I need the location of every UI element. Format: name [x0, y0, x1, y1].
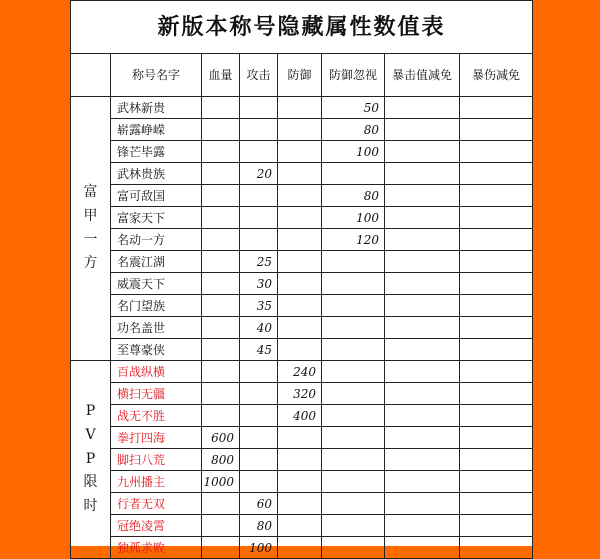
- value-cell: [460, 251, 533, 273]
- value-cell: 100: [322, 207, 385, 229]
- value-cell: 240: [278, 361, 322, 383]
- value-cell: [202, 163, 240, 185]
- table-row: [71, 383, 533, 405]
- value-cell: [202, 251, 240, 273]
- value-cell: [278, 339, 322, 361]
- value-cell: [385, 185, 460, 207]
- value-cell: [278, 427, 322, 449]
- group-label-char: 方: [83, 255, 98, 272]
- table-row: [71, 317, 533, 339]
- header-attack: 攻击: [240, 54, 278, 97]
- value-cell: [460, 317, 533, 339]
- value-cell: [322, 339, 385, 361]
- value-cell: 80: [322, 119, 385, 141]
- value-cell: [322, 163, 385, 185]
- value-cell: [385, 449, 460, 471]
- value-cell: [278, 317, 322, 339]
- value-cell: [202, 317, 240, 339]
- value-cell: [385, 97, 460, 119]
- value-cell: [202, 207, 240, 229]
- value-cell: [202, 141, 240, 163]
- value-cell: 100: [240, 537, 278, 559]
- table-row: [71, 361, 533, 383]
- value-cell: [385, 339, 460, 361]
- group-label-char: 限: [83, 474, 98, 491]
- table-row: [71, 405, 533, 427]
- value-cell: [460, 273, 533, 295]
- value-cell: [278, 295, 322, 317]
- table-row: [71, 273, 533, 295]
- value-cell: [278, 185, 322, 207]
- value-cell: [240, 405, 278, 427]
- group-label-char: P: [85, 450, 96, 467]
- value-cell: [202, 405, 240, 427]
- value-cell: [240, 471, 278, 493]
- value-cell: [278, 449, 322, 471]
- value-cell: [460, 295, 533, 317]
- value-cell: [385, 515, 460, 537]
- value-cell: [278, 515, 322, 537]
- table-row: [71, 207, 533, 229]
- value-cell: [202, 185, 240, 207]
- value-cell: [278, 273, 322, 295]
- value-cell: 25: [240, 251, 278, 273]
- title-name-cell: 至尊豪侠: [111, 339, 202, 361]
- value-cell: [322, 405, 385, 427]
- value-cell: 20: [240, 163, 278, 185]
- value-cell: [240, 427, 278, 449]
- value-cell: [385, 317, 460, 339]
- value-cell: [460, 141, 533, 163]
- title-name-cell: 独孤求败: [111, 537, 202, 559]
- value-cell: [460, 119, 533, 141]
- value-cell: [278, 141, 322, 163]
- value-cell: 35: [240, 295, 278, 317]
- value-cell: [278, 97, 322, 119]
- title-name-cell: 行者无双: [111, 493, 202, 515]
- value-cell: 100: [322, 141, 385, 163]
- value-cell: 320: [278, 383, 322, 405]
- title-name-cell: 战无不胜: [111, 405, 202, 427]
- group-label-char: P: [85, 403, 96, 419]
- title-name-cell: 冠绝凌霄: [111, 515, 202, 537]
- value-cell: [460, 515, 533, 537]
- title-name-cell: 名震江湖: [111, 251, 202, 273]
- table-row: [71, 185, 533, 207]
- value-cell: [278, 493, 322, 515]
- group-label-char: 时: [83, 498, 98, 515]
- value-cell: [240, 185, 278, 207]
- title-name-cell: 锋芒毕露: [111, 141, 202, 163]
- page-title: 新版本称号隐藏属性数值表: [71, 1, 533, 54]
- header-ignore-defense: 防御忽视: [322, 54, 385, 97]
- value-cell: [202, 295, 240, 317]
- value-cell: [460, 97, 533, 119]
- title-name-cell: 富家天下: [111, 207, 202, 229]
- value-cell: [460, 229, 533, 251]
- table-row: [71, 97, 533, 119]
- value-cell: [278, 537, 322, 559]
- value-cell: [202, 229, 240, 251]
- value-cell: [460, 493, 533, 515]
- value-cell: [385, 207, 460, 229]
- table-row: [71, 471, 533, 493]
- value-cell: [385, 427, 460, 449]
- title-name-cell: 脚扫八荒: [111, 449, 202, 471]
- value-cell: [385, 141, 460, 163]
- title-name-cell: 名门望族: [111, 295, 202, 317]
- value-cell: [385, 471, 460, 493]
- header-crit-value-reduction: 暴击值减免: [385, 54, 460, 97]
- value-cell: [240, 361, 278, 383]
- header-group: [71, 54, 111, 97]
- value-cell: [322, 295, 385, 317]
- value-cell: [322, 449, 385, 471]
- value-cell: [385, 119, 460, 141]
- table-row: [71, 119, 533, 141]
- value-cell: 30: [240, 273, 278, 295]
- value-cell: 40: [240, 317, 278, 339]
- value-cell: [240, 141, 278, 163]
- value-cell: [202, 119, 240, 141]
- value-cell: [385, 229, 460, 251]
- value-cell: [322, 515, 385, 537]
- table-row: [71, 295, 533, 317]
- value-cell: [278, 229, 322, 251]
- group-label-char: 一: [83, 231, 98, 248]
- value-cell: [385, 537, 460, 559]
- title-name-cell: 拳打四海: [111, 427, 202, 449]
- value-cell: [322, 251, 385, 273]
- value-cell: [385, 251, 460, 273]
- title-name-cell: 富可敌国: [111, 185, 202, 207]
- value-cell: [240, 383, 278, 405]
- header-title-name: 称号名字: [111, 54, 202, 97]
- value-cell: 400: [278, 405, 322, 427]
- value-cell: [240, 97, 278, 119]
- value-cell: 120: [322, 229, 385, 251]
- value-cell: [278, 119, 322, 141]
- value-cell: 80: [240, 515, 278, 537]
- value-cell: [460, 383, 533, 405]
- value-cell: [385, 273, 460, 295]
- value-cell: [460, 405, 533, 427]
- header-crit-damage-reduction: 暴伤减免: [460, 54, 533, 97]
- title-name-cell: 功名盖世: [111, 317, 202, 339]
- table-row: [71, 427, 533, 449]
- value-cell: 45: [240, 339, 278, 361]
- value-cell: [385, 383, 460, 405]
- value-cell: [322, 361, 385, 383]
- title-name-cell: 横扫无疆: [111, 383, 202, 405]
- attribute-sheet: [70, 0, 532, 555]
- table-row: [71, 537, 533, 559]
- value-cell: [385, 295, 460, 317]
- header-defense: 防御: [278, 54, 322, 97]
- value-cell: [460, 185, 533, 207]
- title-name-cell: 百战纵横: [111, 361, 202, 383]
- value-cell: [322, 427, 385, 449]
- table-row: [71, 251, 533, 273]
- table-row: [71, 515, 533, 537]
- group-label: [71, 97, 111, 361]
- value-cell: [460, 471, 533, 493]
- value-cell: [240, 449, 278, 471]
- table-row: [71, 339, 533, 361]
- group-label: [71, 361, 111, 559]
- value-cell: [202, 361, 240, 383]
- value-cell: [385, 405, 460, 427]
- value-cell: [322, 471, 385, 493]
- value-cell: [460, 339, 533, 361]
- attribute-table: [70, 0, 533, 559]
- value-cell: [278, 471, 322, 493]
- value-cell: [460, 163, 533, 185]
- value-cell: [385, 493, 460, 515]
- value-cell: [202, 383, 240, 405]
- table-row: [71, 493, 533, 515]
- table-row: [71, 163, 533, 185]
- value-cell: [322, 273, 385, 295]
- value-cell: [385, 361, 460, 383]
- value-cell: [460, 427, 533, 449]
- value-cell: [240, 207, 278, 229]
- group-label-char: 富: [83, 183, 98, 200]
- value-cell: [202, 339, 240, 361]
- header-hp: 血量: [202, 54, 240, 97]
- title-name-cell: 威震天下: [111, 273, 202, 295]
- table-row: [71, 449, 533, 471]
- value-cell: [278, 207, 322, 229]
- value-cell: 1000: [202, 471, 240, 493]
- value-cell: [240, 119, 278, 141]
- value-cell: 60: [240, 493, 278, 515]
- group-label-char: V: [85, 426, 96, 443]
- title-name-cell: 崭露峥嵘: [111, 119, 202, 141]
- value-cell: [460, 361, 533, 383]
- value-cell: [202, 493, 240, 515]
- value-cell: [385, 163, 460, 185]
- value-cell: [202, 537, 240, 559]
- value-cell: [322, 317, 385, 339]
- group-label-char: 甲: [83, 207, 98, 224]
- value-cell: [460, 537, 533, 559]
- title-name-cell: 武林贵族: [111, 163, 202, 185]
- title-name-cell: 九州播主: [111, 471, 202, 493]
- value-cell: 80: [322, 185, 385, 207]
- value-cell: [202, 273, 240, 295]
- value-cell: [322, 493, 385, 515]
- value-cell: [460, 449, 533, 471]
- value-cell: [322, 383, 385, 405]
- value-cell: [278, 251, 322, 273]
- header-row: [71, 54, 533, 97]
- title-name-cell: 武林新贵: [111, 97, 202, 119]
- table-row: [71, 229, 533, 251]
- value-cell: [278, 163, 322, 185]
- table-row: [71, 141, 533, 163]
- value-cell: 800: [202, 449, 240, 471]
- value-cell: [460, 207, 533, 229]
- value-cell: [202, 97, 240, 119]
- value-cell: 600: [202, 427, 240, 449]
- value-cell: [202, 515, 240, 537]
- value-cell: 50: [322, 97, 385, 119]
- value-cell: [240, 229, 278, 251]
- title-name-cell: 名动一方: [111, 229, 202, 251]
- value-cell: [322, 537, 385, 559]
